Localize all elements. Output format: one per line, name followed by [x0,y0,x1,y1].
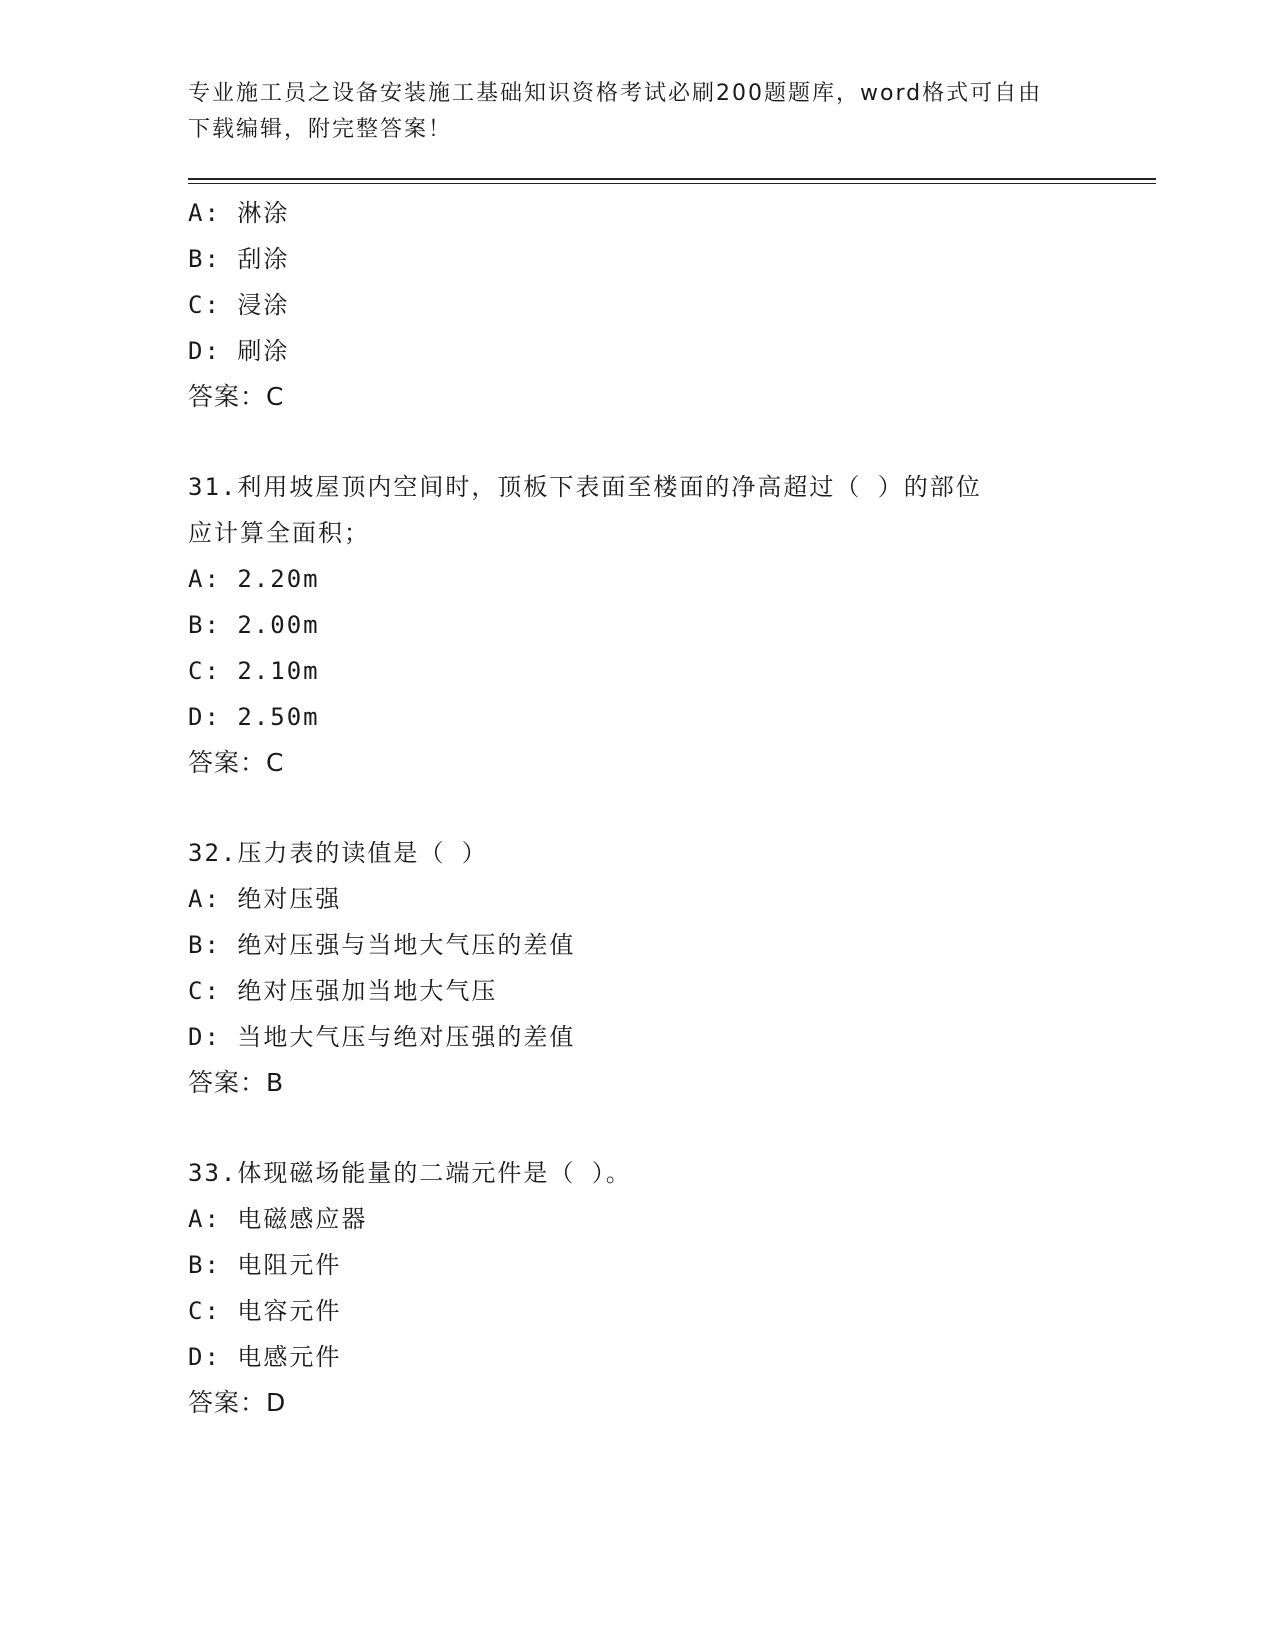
option-b: B: 刮涂 [188,245,290,273]
option-d: D: 当地大气压与绝对压强的差值 [188,1023,576,1051]
header-divider-thin [188,183,1156,184]
option-d: D: 刷涂 [188,337,290,365]
question-list [188,190,1088,1426]
option-b: B: 2.00m [188,611,320,639]
question-block-32 [188,830,1088,1106]
question-stem: 32.压力表的读值是（ ） [188,839,488,867]
option-c: C: 2.10m [188,657,320,685]
option-c: C: 浸涂 [188,291,290,319]
option-b: B: 绝对压强与当地大气压的差值 [188,931,576,959]
question-stem-continued: 应计算全面积； [188,519,370,547]
document-header [188,76,1088,148]
answer-line: 答案：C [188,382,285,411]
answer-line: 答案：C [188,748,285,777]
option-a: A: 2.20m [188,565,320,593]
question-stem: 31.利用坡屋顶内空间时，顶板下表面至楼面的净高超过（ ）的部位 [188,473,982,501]
option-d: D: 电感元件 [188,1343,342,1371]
question-block-33 [188,1150,1088,1426]
header-divider [188,178,1156,180]
option-a: A: 淋涂 [188,199,290,227]
answer-line: 答案：D [188,1388,287,1417]
header-line-2: 下载编辑，附完整答案！ [188,117,453,142]
option-b: B: 电阻元件 [188,1251,342,1279]
question-stem: 33.体现磁场能量的二端元件是（ ）。 [188,1159,632,1187]
option-d: D: 2.50m [188,703,320,731]
option-c: C: 绝对压强加当地大气压 [188,977,498,1005]
header-line-1: 专业施工员之设备安装施工基础知识资格考试必刷200题题库，word格式可自由 [188,81,1043,106]
option-a: A: 电磁感应器 [188,1205,368,1233]
option-c: C: 电容元件 [188,1297,342,1325]
answer-line: 答案：B [188,1068,285,1097]
question-block-30 [188,190,1088,420]
question-block-31 [188,464,1088,786]
option-a: A: 绝对压强 [188,885,342,913]
